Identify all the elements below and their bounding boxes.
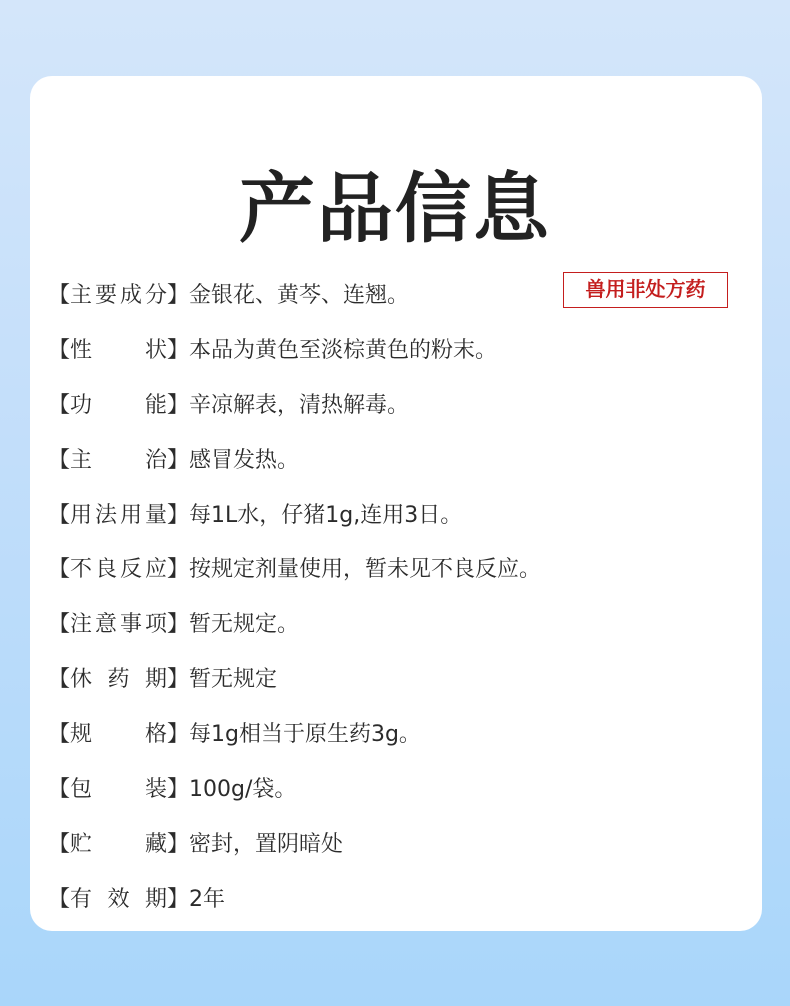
label-char: 主 xyxy=(70,447,93,473)
open-bracket: 【 xyxy=(48,557,71,583)
info-row-value: 辛凉解表，清热解毒。 xyxy=(189,392,410,418)
label-text xyxy=(70,552,167,583)
info-row-label xyxy=(48,278,189,309)
info-row-label xyxy=(48,772,189,803)
info-row-label xyxy=(48,552,189,583)
label-char: 量 xyxy=(144,502,167,528)
label-char: 包 xyxy=(70,776,93,802)
info-row xyxy=(48,540,748,595)
otc-veterinary-badge: 兽用非处方药 xyxy=(563,272,728,308)
label-text xyxy=(70,388,167,419)
info-row-value: 每1g相当于原生药3g。 xyxy=(189,722,421,748)
open-bracket: 【 xyxy=(48,667,71,693)
info-row-value: 金银花、黄芩、连翘。 xyxy=(189,282,410,308)
info-row-label xyxy=(48,607,189,638)
label-text xyxy=(70,772,167,803)
label-char: 用 xyxy=(119,502,142,528)
label-text xyxy=(70,607,167,638)
close-bracket: 】 xyxy=(167,886,190,912)
label-char: 注 xyxy=(70,612,93,638)
label-char: 休 xyxy=(70,667,93,693)
info-row-value: 按规定剂量使用，暂未见不良反应。 xyxy=(189,557,542,583)
open-bracket: 【 xyxy=(48,722,71,748)
info-row-value: 暂无规定 xyxy=(189,667,278,693)
info-row-label xyxy=(48,827,189,858)
info-row-label xyxy=(48,498,189,529)
label-char: 要 xyxy=(94,282,117,308)
label-char: 主 xyxy=(70,282,93,308)
label-char: 治 xyxy=(144,447,167,473)
product-info-list xyxy=(48,266,748,925)
label-char: 法 xyxy=(94,502,117,528)
close-bracket: 】 xyxy=(167,612,190,638)
label-char: 事 xyxy=(119,612,142,638)
info-row-value: 感冒发热。 xyxy=(189,447,300,473)
label-text xyxy=(70,717,167,748)
info-row xyxy=(48,815,748,870)
open-bracket: 【 xyxy=(48,502,71,528)
open-bracket: 【 xyxy=(48,337,71,363)
close-bracket: 】 xyxy=(167,776,190,802)
info-row xyxy=(48,650,748,705)
info-row xyxy=(48,266,748,321)
label-char: 成 xyxy=(119,282,142,308)
label-char: 应 xyxy=(144,557,167,583)
open-bracket: 【 xyxy=(48,886,71,912)
label-char: 能 xyxy=(144,392,167,418)
info-row-label xyxy=(48,443,189,474)
info-row xyxy=(48,870,748,925)
label-char: 装 xyxy=(144,776,167,802)
info-row-value: 每1L水，仔猪1g,连用3日。 xyxy=(189,502,463,528)
info-row xyxy=(48,760,748,815)
info-row-value: 本品为黄色至淡棕黄色的粉末。 xyxy=(189,337,498,363)
close-bracket: 】 xyxy=(167,447,190,473)
close-bracket: 】 xyxy=(167,667,190,693)
label-char: 用 xyxy=(70,502,93,528)
label-char: 效 xyxy=(107,886,130,912)
label-char: 分 xyxy=(144,282,167,308)
label-char: 药 xyxy=(107,667,130,693)
info-row-label xyxy=(48,662,189,693)
info-row-label xyxy=(48,333,189,364)
label-char: 项 xyxy=(144,612,167,638)
label-char: 格 xyxy=(144,722,167,748)
info-row-label xyxy=(48,388,189,419)
label-text xyxy=(70,882,167,913)
label-text xyxy=(70,333,167,364)
info-row-value: 密封，置阴暗处 xyxy=(189,831,344,857)
close-bracket: 】 xyxy=(167,502,190,528)
label-char: 不 xyxy=(70,557,93,583)
open-bracket: 【 xyxy=(48,282,71,308)
label-char: 藏 xyxy=(144,831,167,857)
label-char: 期 xyxy=(144,667,167,693)
info-row-value: 暂无规定。 xyxy=(189,612,300,638)
label-text xyxy=(70,278,167,309)
info-row-value: 100g/袋。 xyxy=(189,776,297,802)
open-bracket: 【 xyxy=(48,447,71,473)
open-bracket: 【 xyxy=(48,392,71,418)
open-bracket: 【 xyxy=(48,776,71,802)
label-char: 期 xyxy=(144,886,167,912)
close-bracket: 】 xyxy=(167,557,190,583)
label-text xyxy=(70,827,167,858)
label-text xyxy=(70,662,167,693)
label-char: 贮 xyxy=(70,831,93,857)
open-bracket: 【 xyxy=(48,831,71,857)
close-bracket: 】 xyxy=(167,392,190,418)
close-bracket: 】 xyxy=(167,282,190,308)
label-char: 反 xyxy=(119,557,142,583)
label-char: 意 xyxy=(94,612,117,638)
label-char: 有 xyxy=(70,886,93,912)
label-char: 良 xyxy=(94,557,117,583)
info-row xyxy=(48,431,748,486)
info-row xyxy=(48,595,748,650)
info-row xyxy=(48,705,748,760)
info-row xyxy=(48,486,748,541)
open-bracket: 【 xyxy=(48,612,71,638)
close-bracket: 】 xyxy=(167,831,190,857)
info-row-label xyxy=(48,882,189,913)
label-char: 性 xyxy=(70,337,93,363)
info-row xyxy=(48,321,748,376)
label-char: 规 xyxy=(70,722,93,748)
label-char: 功 xyxy=(70,392,93,418)
label-text xyxy=(70,443,167,474)
page-title: 产品信息 xyxy=(239,163,551,253)
info-row xyxy=(48,376,748,431)
label-char: 状 xyxy=(144,337,167,363)
close-bracket: 】 xyxy=(167,722,190,748)
info-row-value: 2年 xyxy=(189,886,225,912)
info-row-label xyxy=(48,717,189,748)
label-text xyxy=(70,498,167,529)
close-bracket: 】 xyxy=(167,337,190,363)
